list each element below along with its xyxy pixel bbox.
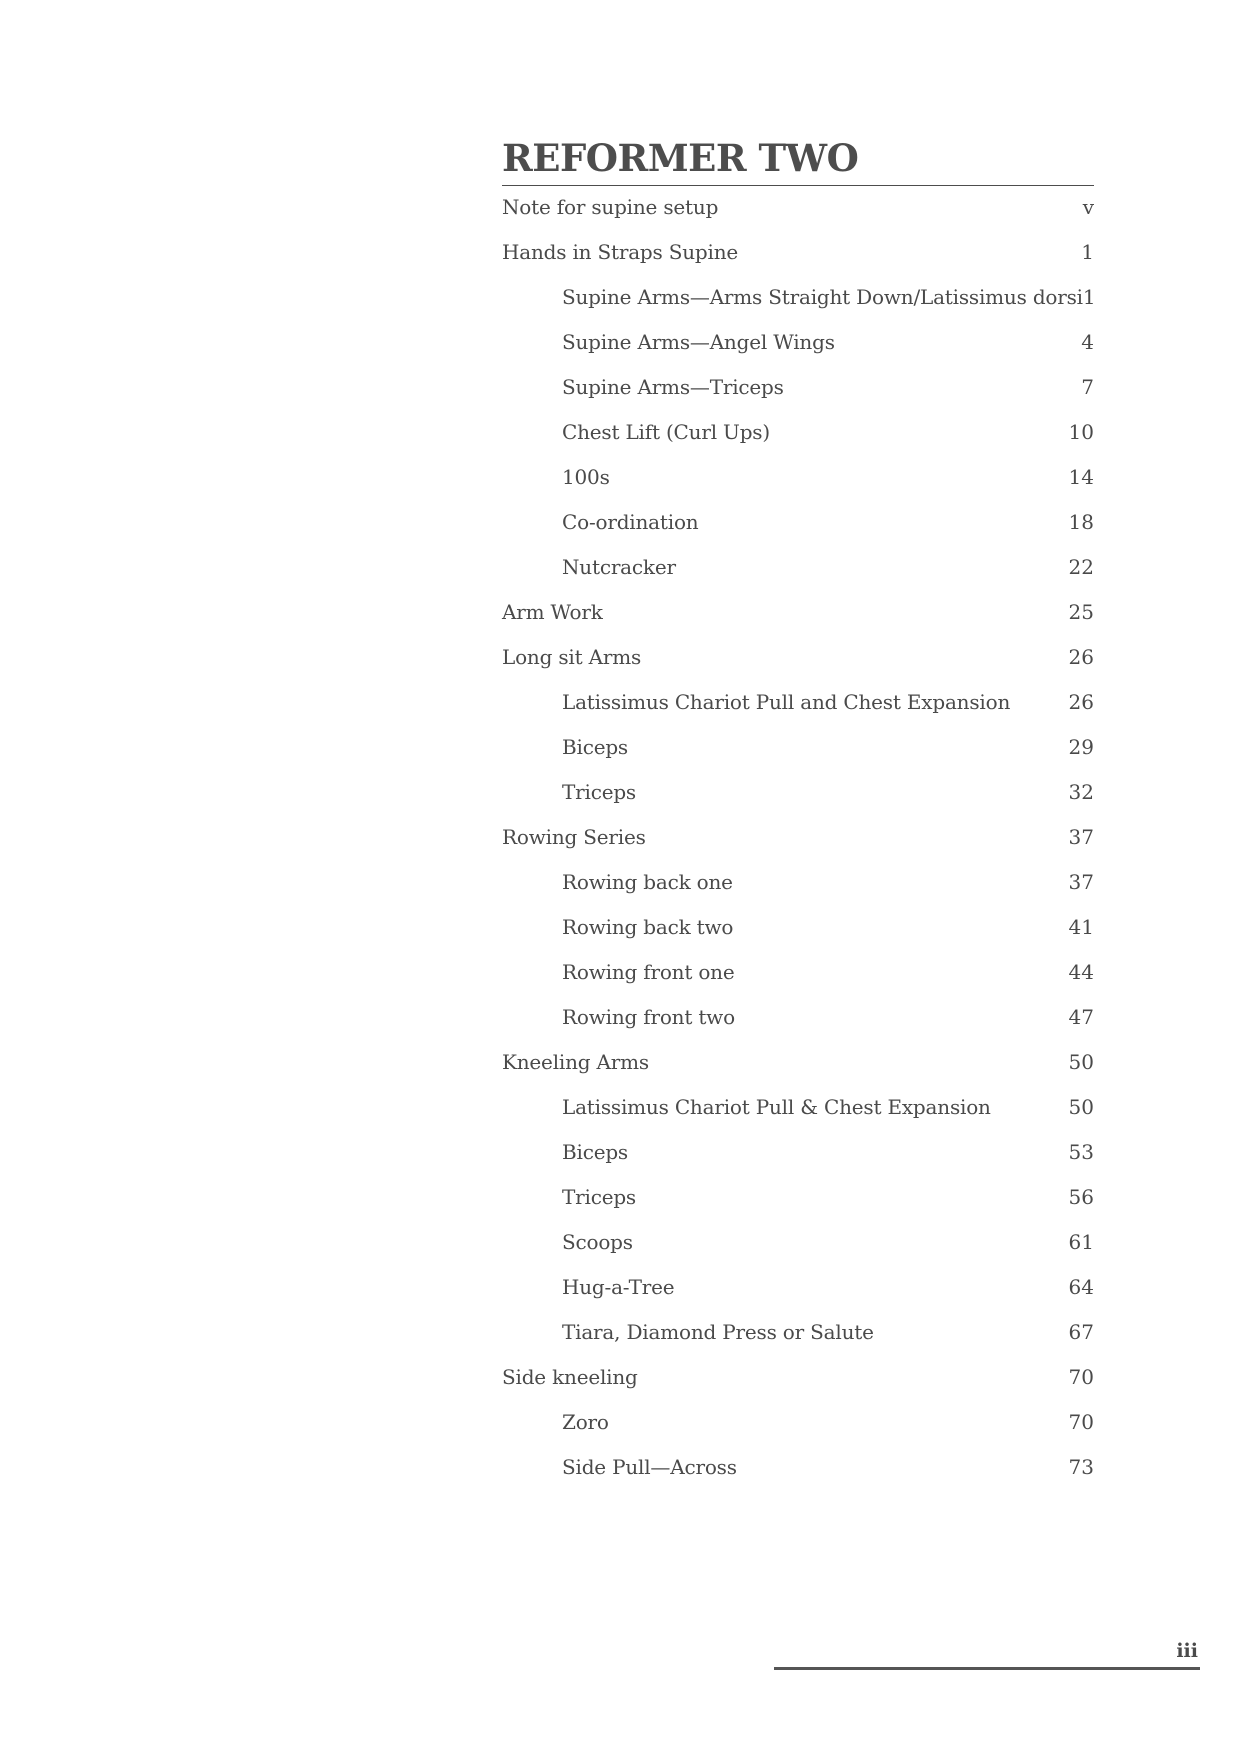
toc-entry-title: Chest Lift (Curl Ups) [562,420,770,444]
toc-entry[interactable] [502,782,1094,827]
toc-list [502,186,1094,1502]
toc-entry-page: 67 [1068,1320,1094,1344]
toc-entry-page: 53 [1068,1140,1094,1164]
toc-entry-title: Supine Arms—Triceps [562,375,784,399]
toc-entry-page: 50 [1068,1050,1094,1074]
toc-entry[interactable] [502,1277,1094,1322]
toc-entry-title: Side Pull—Across [562,1455,737,1479]
toc-entry[interactable] [502,872,1094,917]
toc-entry-title: Rowing front two [562,1005,735,1029]
toc-entry-page: 7 [1081,375,1094,399]
toc-entry[interactable] [502,737,1094,782]
footer-rule [774,1667,1200,1670]
toc-entry[interactable] [502,242,1094,287]
toc-entry-page: 47 [1068,1005,1094,1029]
toc-entry-title: Hands in Straps Supine [502,240,739,264]
toc-entry[interactable] [502,287,1094,332]
toc-entry-page: 64 [1068,1275,1094,1299]
toc-entry-page: 37 [1068,825,1094,849]
toc-entry-title: Tiara, Diamond Press or Salute [562,1320,874,1344]
toc-entry-page: 25 [1068,600,1094,624]
toc-entry[interactable] [502,1187,1094,1232]
toc-entry[interactable] [502,422,1094,467]
toc-entry-title: Hug-a-Tree [562,1275,675,1299]
toc-entry-title: Scoops [562,1230,633,1254]
toc-entry-title: Biceps [562,735,628,759]
toc-entry[interactable] [502,197,1094,242]
toc-entry-page: 22 [1068,555,1094,579]
toc-entry-page: 37 [1068,870,1094,894]
toc-entry[interactable] [502,1457,1094,1502]
toc-entry[interactable] [502,512,1094,557]
toc-entry-page: 10 [1068,420,1094,444]
toc-entry[interactable] [502,1232,1094,1277]
toc-entry-page: 32 [1068,780,1094,804]
toc-entry-page: 61 [1068,1230,1094,1254]
toc-entry-title: Kneeling Arms [502,1050,649,1074]
page-number: iii [1176,1640,1198,1662]
toc-entry-page: 50 [1068,1095,1094,1119]
toc-entry-title: Nutcracker [562,555,676,579]
toc-entry-page: 26 [1068,690,1094,714]
toc-entry[interactable] [502,377,1094,422]
toc-entry[interactable] [502,1322,1094,1367]
toc-entry-title: Note for supine setup [502,195,719,219]
toc-entry-title: Latissimus Chariot Pull & Chest Expansion [562,1095,991,1119]
toc-entry-title: Rowing back two [562,915,734,939]
toc-entry-page: 41 [1068,915,1094,939]
toc-entry-title: Triceps [562,1185,637,1209]
toc-entry-title: 100s [562,465,610,489]
toc-entry[interactable] [502,332,1094,377]
toc-entry-title: Supine Arms—Arms Straight Down/Latissimus dorsi [562,285,1083,309]
toc-entry-title: Long sit Arms [502,645,642,669]
toc-entry[interactable] [502,827,1094,872]
toc-entry-page: 73 [1068,1455,1094,1479]
toc-entry[interactable] [502,467,1094,512]
toc-entry-page: 70 [1068,1410,1094,1434]
toc-entry[interactable] [502,692,1094,737]
toc-entry-title: Rowing front one [562,960,735,984]
toc-entry-title: Rowing Series [502,825,646,849]
table-of-contents [502,136,1096,1502]
toc-entry-title: Latissimus Chariot Pull and Chest Expansion [562,690,1011,714]
toc-entry-page: v [1082,195,1094,219]
toc-entry[interactable] [502,917,1094,962]
toc-entry-page: 14 [1068,465,1094,489]
toc-entry[interactable] [502,1052,1094,1097]
toc-entry-page: 70 [1068,1365,1094,1389]
toc-title: REFORMER TWO [502,136,859,180]
toc-entry-page: 1 [1082,285,1096,309]
page-footer [774,1640,1200,1670]
toc-entry-title: Rowing back one [562,870,733,894]
toc-entry-title: Supine Arms—Angel Wings [562,330,835,354]
toc-entry-page: 1 [1081,240,1094,264]
toc-entry-title: Co-ordination [562,510,699,534]
toc-entry[interactable] [502,647,1094,692]
toc-entry[interactable] [502,1412,1094,1457]
toc-entry-page: 18 [1068,510,1094,534]
toc-entry[interactable] [502,602,1094,647]
toc-entry[interactable] [502,1097,1094,1142]
toc-entry-title: Zoro [562,1410,609,1434]
toc-entry-title: Arm Work [502,600,603,624]
toc-entry-page: 4 [1081,330,1094,354]
toc-entry[interactable] [502,1142,1094,1187]
toc-entry-page: 26 [1068,645,1094,669]
toc-entry-title: Side kneeling [502,1365,638,1389]
toc-entry[interactable] [502,962,1094,1007]
toc-entry[interactable] [502,557,1094,602]
toc-entry[interactable] [502,1367,1094,1412]
toc-entry-page: 56 [1068,1185,1094,1209]
toc-entry-page: 44 [1068,960,1094,984]
toc-entry-title: Biceps [562,1140,628,1164]
toc-entry[interactable] [502,1007,1094,1052]
toc-entry-page: 29 [1068,735,1094,759]
toc-entry-title: Triceps [562,780,637,804]
